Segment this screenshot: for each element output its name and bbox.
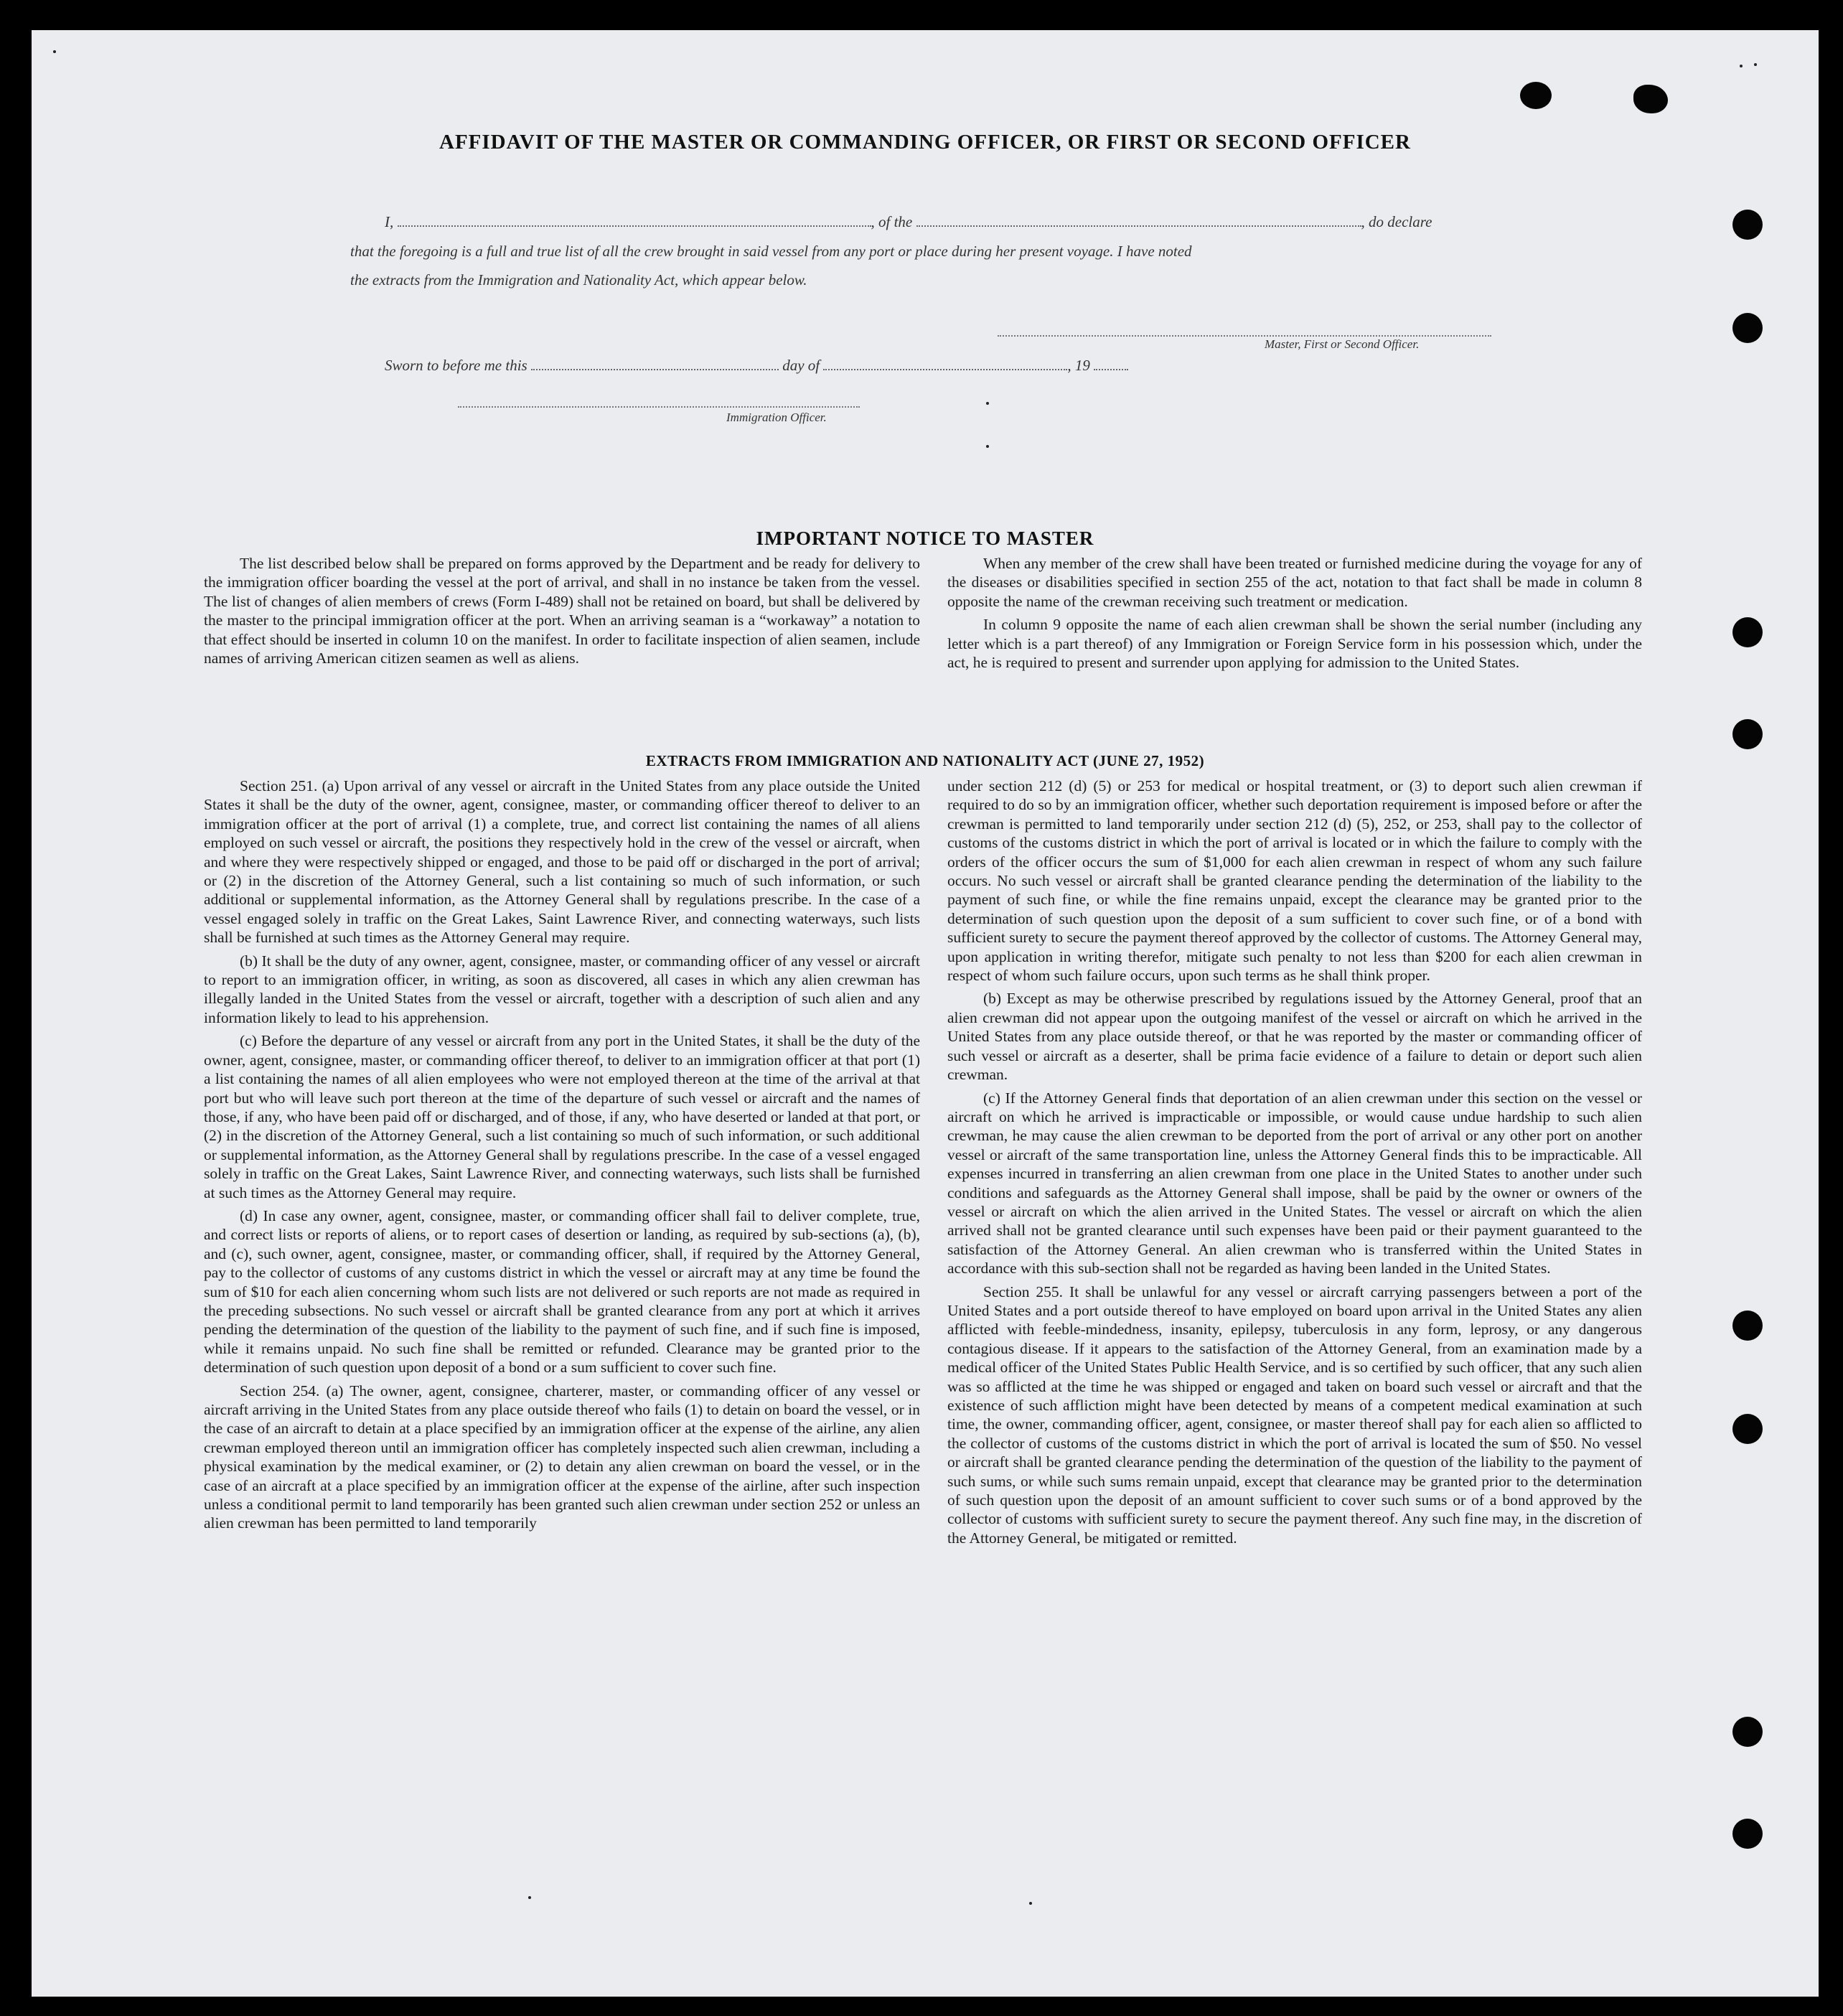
year-field[interactable] [1094,369,1128,370]
of-the-label: , of the [871,213,913,230]
month-field[interactable] [823,369,1067,370]
ink-blot [1520,82,1552,109]
extracts-left-column [204,777,920,1537]
extract-paragraph: (c) Before the departure of any vessel or aircraft from any port in the United States, it shall be the duty of the owner, agent, consignee, master, or commanding officer thereof, to deliver to an immigration officer at that port (1) a list containing the names of all alien employees who were not employed thereon at the time of the arrival at that port but who will leave such port thereon at the time of the departure of such vessel or aircraft and the names of those, if any, who have been paid off or discharged, and of those, if any, who have deserted or landed at that port, or (2) in the discretion of the Attorney General, such a list containing so much of such information, or such additional or supplemental information, as the Attorney General shall by regulations prescribe. In the case of a vessel engaged solely in traffic on the Great Lakes, Saint Lawrence River, and connecting waterways, such lists shall be furnished at such times as the Attorney General may require. [204,1032,920,1201]
notice-left-column [204,554,920,672]
notice-paragraph: When any member of the crew shall have been treated or furnished medicine during the voyage for any of the diseases or disabilities specified in section 255 of the act, notation to that fact shall be made in column 8 opposite the name of the crewman receiving such treatment or medication. [947,555,1642,610]
name-field[interactable] [398,225,871,227]
notice-paragraph: The list described below shall be prepared on forms approved by the Department and be ready for delivery to the immigration officer boarding the vessel at the port of arrival, and shall in no instance be taken from the vessel. The list of changes of alien members of crews (Form I-489) shall not be retained on board, but shall be delivered by the master to the principal immigration officer at the port. When an arriving seaman is a “workaway” a notation to that effect should be inserted in column 10 on the manifest. In order to facilitate inspection of alien seamen, include names of arriving American citizen seamen as well as aliens. [204,555,920,667]
extracts-right-column [947,777,1642,1552]
extract-paragraph: Section 255. It shall be unlawful for any vessel or aircraft carrying passengers between a port of the United States and a port outside thereof to have employed on board upon arrival in the United States any alien afflicted with feeble-mindedness, insanity, epilepsy, tuberculosis in any form, leprosy, or any dangerous contagious disease. If it appears to the satisfaction of the Attorney General, from an examination made by a medical officer of the United States Public Health Service, and is so certified by such officer, that any such alien was so afflicted at the time he was shipped or engaged and taken on board such vessel or aircraft and that the existence of such affliction might have been detected by means of a competent medical examination at such time, the owner, commanding officer, agent, consignee, or master thereof shall pay for each alien so afflicted to the collector of customs of the customs district in which the port of arrival is located the sum of $50. No vessel or aircraft shall be granted clearance pending the determination of the question of the liability to the payment of such sums, or while such sums remain unpaid, except that clearance may be granted prior to the determination of such question upon the deposit of an amount sufficient to cover such sums or of a bond approved by the collector of customs with sufficient surety to secure the payment thereof. Any such fine may, in the discretion of the Attorney General, be mitigated or remitted. [947,1283,1642,1547]
affidavit-title: AFFIDAVIT OF THE MASTER OR COMMANDING OFFICER, OR FIRST OR SECOND OFFICER [439,131,1411,154]
extract-paragraph: (c) If the Attorney General finds that deportation of an alien crewman under this section on the vessel or aircraft on which he arrived is impracticable or impossible, or would cause undue hardship to such alien crewman, he may cause the alien crewman to be deported from the port of arrival or any other port on another vessel or aircraft of the same transportation line, unless the Attorney General finds this to be impracticable. All expenses incurred in transferring an alien crewman from one place in the United States to another under such conditions and safeguards as the Attorney General shall impose, shall be paid by the owner or owners of the vessel or aircraft on which the alien arrived in the United States. The vessel or aircraft on which the alien arrived shall not be granted clearance until such expenses have been paid or their payment guaranteed to the satisfaction of the Attorney General. An alien crewman who is transferred within the United States in accordance with this sub-section shall not be regarded as having been landed in the United States. [947,1089,1642,1277]
punch-hole [1732,1819,1763,1849]
year-label: , 19 [1067,357,1090,374]
declaration-line-1 [385,213,1432,231]
punch-hole [1732,617,1763,647]
document-page [32,30,1819,1997]
vessel-field[interactable] [916,225,1361,227]
i-label: I, [385,213,394,230]
notice-paragraph: In column 9 opposite the name of each alien crewman shall be shown the serial number (including any letter which is a part thereof) of any Immigration or Foreign Service form in his possession which, under the act, he is required to present and surrender upon applying for admission to the United States. [947,616,1642,672]
punch-hole [1732,1717,1763,1747]
extract-paragraph: (d) In case any owner, agent, consignee, master, or commanding officer shall fail to deliver complete, true, and correct lists or reports of aliens, or to report cases of desertion or landing, as required by sub-sections (a), (b), and (c), such owner, agent, consignee, master, or commanding officer, shall, if required by the Attorney General, pay to the collector of customs of any customs district in which the vessel or aircraft may at any time be found the sum of $10 for each alien concerning whom such lists are not delivered or such reports are not made as required in the preceding subsections. No such vessel or aircraft shall be granted clearance from any port at which it arrives pending the determination of the question of the liability to the payment of such fine, and if such fine is imposed, while it remains unpaid. No such fine shall be remitted or refunded. Clearance may be granted prior to the determination of such question upon deposit of a bond or a sum sufficient to cover such fine. [204,1206,920,1377]
extracts-title: EXTRACTS FROM IMMIGRATION AND NATIONALITY ACT (JUNE 27, 1952) [645,752,1205,769]
master-caption: Master, First or Second Officer. [1265,337,1420,351]
punch-hole [1732,1311,1763,1341]
extract-paragraph: under section 212 (d) (5) or 253 for medical or hospital treatment, or (3) to deport such alien crewman if required to do so by an immigration officer, whether such deportation requirement is imposed before or after the crewman is permitted to land temporarily under section 212 (d) (5), 252, or 253, shall pay to the collector of customs of the customs district in which the port of arrival is located or in which the failure to comply with the orders of the officer occurs the sum of $1,000 for each alien crewman in respect of whom any such failure occurs. No such vessel or aircraft shall be granted clearance pending the determination of the liability to the payment of such fine, or while the fine remains unpaid, except the clearance may be granted prior to the determination of such question upon the deposit of a sum sufficient to cover such fine, or of a bond with sufficient surety to secure the payment thereof approved by the collector of customs. The Attorney General may, upon application in writing therefor, mitigate such penalty to not less than $200 for each alien crewman in respect of whom such failure occurs, upon such terms as he shall think proper. [947,777,1642,985]
declaration-line-3: the extracts from the Immigration and Nationality Act, which appear below. [350,271,807,289]
declaration-line-2: that the foregoing is a full and true list of all the crew brought in said vessel from any port or place during her present voyage. I have noted [350,243,1192,260]
officer-caption: Immigration Officer. [726,411,827,424]
ink-blot [1633,85,1668,113]
master-signature-line[interactable] [998,335,1491,337]
sworn-line [385,357,1128,375]
extract-paragraph: Section 254. (a) The owner, agent, consignee, charterer, master, or commanding officer of any vessel or aircraft arriving in the United States from any place outside thereof who fails (1) to detain on board the vessel, or in the case of an aircraft to detain at a place specified by an immigration officer at the expense of the airline, any alien crewman employed thereon until an immigration officer has completely inspected such alien crewman, including a physical examination by the medical examiner, or (2) to detain any alien crewman on board the vessel, or in the case of an aircraft at a place specified by an immigration officer at the expense of the airline, after such inspection unless a conditional permit to land temporarily has been granted such alien crewman under section 252 or unless an alien crewman has been permitted to land temporarily [204,1382,920,1532]
speck [53,50,56,53]
speck [1754,63,1757,66]
punch-hole [1732,1414,1763,1444]
speck [1740,65,1743,67]
notice-right-column [947,554,1642,676]
sworn-date-field[interactable] [531,369,779,370]
extract-paragraph: Section 251. (a) Upon arrival of any vessel or aircraft in the United States from any place outside the United States it shall be the duty of the owner, agent, consignee, master, or commanding officer thereof to deliver to an immigration officer at the port of arrival (1) a complete, true, and correct list containing the names of all aliens employed on such vessel or aircraft, the positions they respectively hold in the crew of the vessel or aircraft, when and where they were respectively shipped or engaged, and those to be paid off or discharged in the port of arrival; or (2) in the discretion of the Attorney General, such a list containing so much of such information, or such additional or supplemental information, as the Attorney General shall by regulations prescribe. In the case of a vessel engaged solely in traffic on the Great Lakes, Saint Lawrence River, and connecting waterways, such lists shall be furnished at such times as the Attorney General may require. [204,777,920,947]
extract-paragraph: (b) It shall be the duty of any owner, agent, consignee, master, or commanding officer of any vessel or aircraft to report to an immigration officer, in writing, as soon as discovered, all cases in which any alien crewman has illegally landed in the United States from the vessel or aircraft, together with a description of such alien and any information likely to lead to his apprehension. [204,952,920,1026]
punch-hole [1732,210,1763,240]
speck [986,402,989,405]
notice-title: IMPORTANT NOTICE TO MASTER [756,528,1094,549]
speck [528,1896,531,1899]
punch-hole [1732,719,1763,749]
punch-hole [1732,313,1763,343]
do-declare-label: , do declare [1361,213,1432,230]
day-of-label: day of [782,357,820,374]
extract-paragraph: (b) Except as may be otherwise prescribed by regulations issued by the Attorney General, proof that an alien crewman did not appear upon the outgoing manifest of the vessel or aircraft on which he arrived in the United States from any place outside thereof, or that he was reported by the master or commanding officer of such vessel or aircraft as a deserter, shall be prima facie evidence of a failure to detain or deport such alien crewman. [947,990,1642,1084]
speck [986,445,989,448]
officer-signature-line[interactable] [458,406,860,408]
speck [1029,1902,1032,1905]
sworn-label: Sworn to before me this [385,357,527,374]
